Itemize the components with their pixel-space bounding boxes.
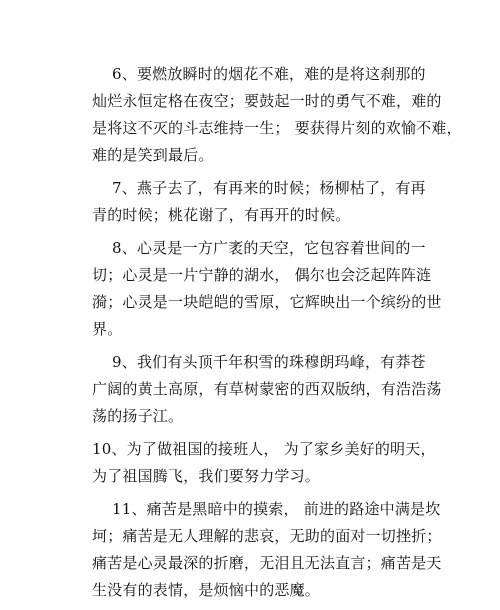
paragraph-line: 10、为了做祖国的接班人， 为了家乡美好的明天， bbox=[92, 440, 436, 458]
paragraph-line: 广阔的黄土高原，有草树蒙密的西双版纳，有浩浩荡 bbox=[92, 380, 442, 398]
paragraph-line: 漪；心灵是一块皑皑的雪原，它辉映出一个缤纷的世 bbox=[92, 293, 442, 311]
paragraph-line: 6、要燃放瞬时的烟花不难，难的是将这刹那的 bbox=[112, 65, 426, 83]
paragraph-line: 青的时候；桃花谢了，有再开的时候。 bbox=[92, 206, 351, 224]
paragraph-11 bbox=[92, 496, 442, 604]
paragraph-line: 生没有的表情，是烦恼中的恶魔。 bbox=[92, 581, 321, 599]
paragraph-line: 为了祖国腾飞，我们要努力学习。 bbox=[92, 467, 321, 485]
paragraph-line: 切；心灵是一片宁静的湖水， 偶尔也会泛起阵阵涟 bbox=[92, 266, 432, 284]
paragraph-line: 坷；痛苦是无人理解的悲哀，无助的面对一切挫折； bbox=[92, 527, 442, 545]
paragraph-10 bbox=[92, 436, 436, 490]
paragraph-line: 8、心灵是一方广袤的天空，它包容着世间的一 bbox=[112, 239, 426, 257]
paragraph-8 bbox=[92, 235, 442, 343]
paragraph-7 bbox=[92, 175, 426, 229]
paragraph-line: 是将这不灭的斗志维持一生； 要获得片刻的欢愉不难， bbox=[92, 119, 462, 137]
paragraph-line: 难的是笑到最后。 bbox=[92, 146, 214, 164]
paragraph-6 bbox=[92, 61, 462, 169]
paragraph-9 bbox=[92, 349, 442, 430]
paragraph-line: 7、燕子去了，有再来的时候；杨柳枯了，有再 bbox=[112, 179, 426, 197]
paragraph-line: 荡的扬子江。 bbox=[92, 407, 184, 425]
paragraph-line: 界。 bbox=[92, 320, 123, 338]
paragraph-line: 痛苦是心灵最深的折磨，无泪且无法直言；痛苦是天 bbox=[92, 554, 442, 572]
paragraph-line: 灿烂永恒定格在夜空；要鼓起一时的勇气不难，难的 bbox=[92, 92, 442, 110]
document-body bbox=[92, 61, 462, 610]
paragraph-line: 9、我们有头顶千年积雪的珠穆朗玛峰，有莽苍 bbox=[112, 353, 426, 371]
paragraph-line: 11、痛苦是黑暗中的摸索， 前进的路途中满是坎 bbox=[112, 500, 441, 518]
